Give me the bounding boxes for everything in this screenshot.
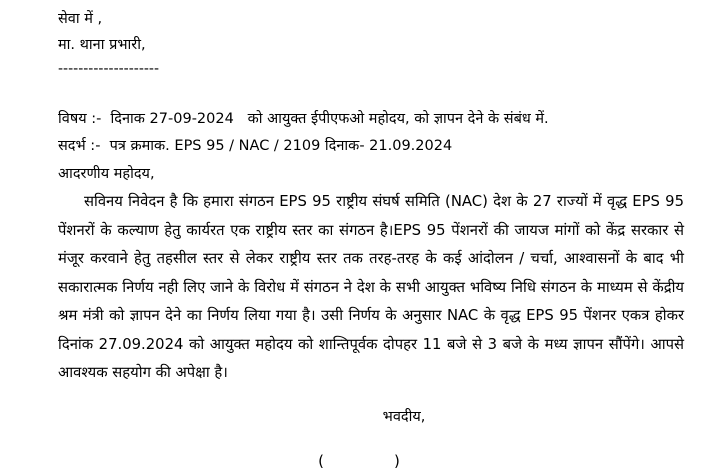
signature-open-paren: (: [318, 451, 394, 470]
recipient-line-2: मा. थाना प्रभारी,: [58, 37, 146, 53]
subject-line: विषय :- दिनाक 27-09-2024 को आयुक्त ईपीएफओ महोदय, को ज्ञापन देने के संबंध में.: [58, 111, 549, 127]
signature-close-paren: ): [394, 451, 470, 470]
closing-line: भवदीय,: [382, 408, 426, 425]
spacer-after-dashes: [58, 80, 690, 106]
reference-line: सदर्भ :- पत्र क्रमाक. EPS 95 / NAC / 2109 दिनाक- 21.09.2024: [58, 138, 453, 154]
recipient-line-1: सेवा में ,: [58, 11, 103, 27]
divider-dashes: --------------------: [58, 61, 160, 77]
recipient-block: [58, 6, 690, 58]
body-paragraph: [58, 188, 690, 388]
signature-placeholder: [58, 452, 690, 470]
subject-block: [58, 106, 690, 160]
salutation-line: आदरणीय महोदय,: [58, 166, 155, 182]
body-paragraph-text: सविनय निवेदन है कि हमारा संगठन EPS 95 राष्ट्रीय संघर्ष समिति (NAC) देश के 27 राज्यों में वृद्ध EPS 95 पेंशनरों के कल्याण हेतु कार्यरत एक राष्ट्रीय स्तर का संगठन है।EPS 95 पेंशनरों की जायज मांगों को केंद्र सरकार से मंजूर करवाने हेतु तहसील स्तर से लेकर राष्ट्रीय स्तर तक तरह-तरह के कई आंदोलन / चर्चा, आश्वासनों के बाद भी सकारात्मक निर्णय नही लिए जाने के विरोध में संगठन ने देश के सभी आयुक्त भविष्य निधि संगठन के माध्यम से केंद्रीय श्रम मंत्री को ज्ञापन देने का निर्णय लिया गया है। उसी निर्णय के अनुसार NAC के वृद्ध EPS 95 पेंशनर एकत्र होकर दिनांक 27.09.2024 को आयुक्त महोदय को शान्तिपूर्वक दोपहर 11 बजे से 3 बजे के मध्य ज्ञापन सौंपेंगे। आपसे आवश्यक सहयोग की अपेक्षा है।: [58, 193, 684, 381]
